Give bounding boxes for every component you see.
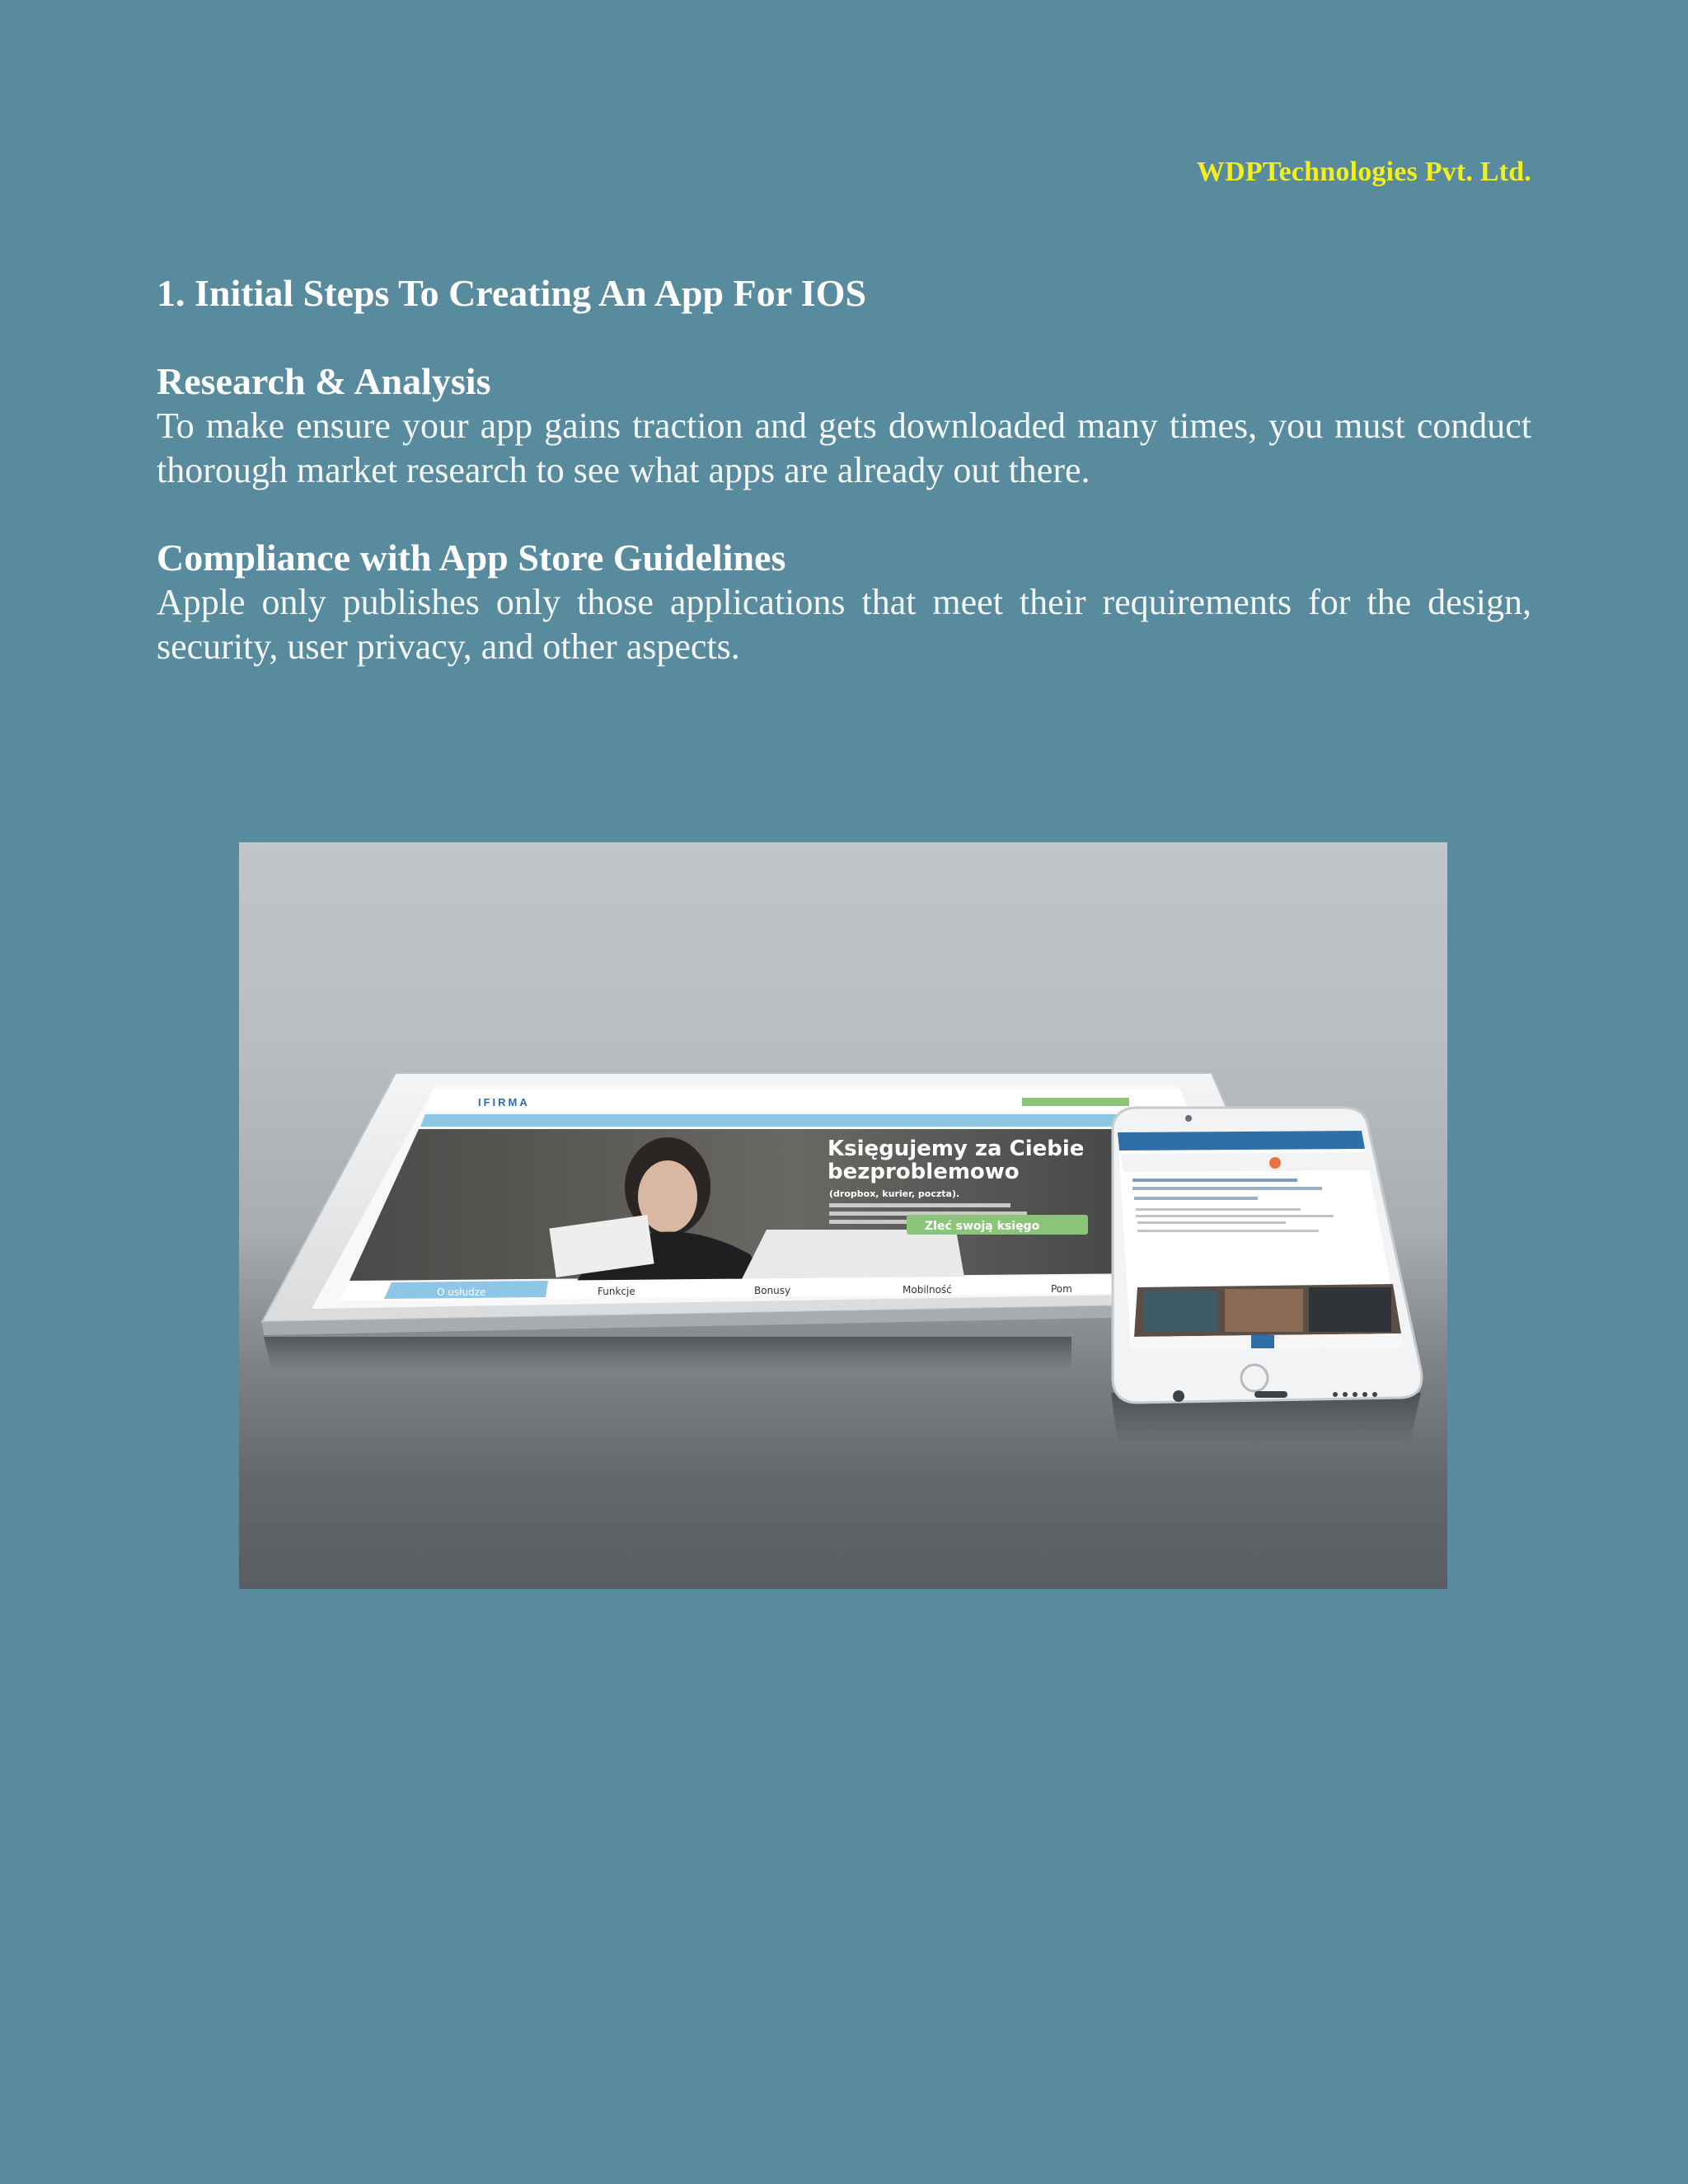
section-paragraph: To make ensure your app gains traction and gets downloaded many times, you must conduct thorough market research to see what apps are already out there. [157, 405, 1531, 490]
devices-illustration [239, 842, 1447, 1589]
section-heading: Research & Analysis [157, 360, 491, 402]
tablet-cta-label: Zleć swoją księgo [925, 1220, 1040, 1233]
tablet-subline: (dropbox, kurier, poczta). [829, 1188, 960, 1199]
tablet-tab: O usłudze [437, 1286, 486, 1298]
tablet-tab: Pom [1051, 1283, 1072, 1295]
company-name: WDPTechnologies Pvt. Ltd. [1196, 157, 1531, 187]
section-research [157, 359, 1531, 493]
devices-photo [239, 842, 1447, 1589]
tablet-site-brand: IFIRMA [478, 1096, 530, 1108]
tablet-tab: Bonusy [754, 1285, 791, 1296]
section-heading: Compliance with App Store Guidelines [157, 537, 786, 579]
phone-home-button [1241, 1365, 1268, 1391]
tablet-headline-2: bezproblemowo [828, 1160, 1020, 1184]
page-title: 1. Initial Steps To Creating An App For IOS [157, 272, 867, 314]
tablet-tab: Funkcje [598, 1286, 635, 1297]
section-paragraph: Apple only publishes only those applications that meet their requirements for the design, security, user privacy, and other aspects. [157, 582, 1531, 667]
tablet-headline-1: Księgujemy za Ciebie [828, 1137, 1085, 1161]
phone-device [1113, 1108, 1422, 1403]
tablet-reflection [264, 1337, 1071, 1370]
tablet-tab: Mobilność [903, 1284, 952, 1296]
document-content [157, 270, 1531, 669]
section-compliance [157, 536, 1531, 669]
